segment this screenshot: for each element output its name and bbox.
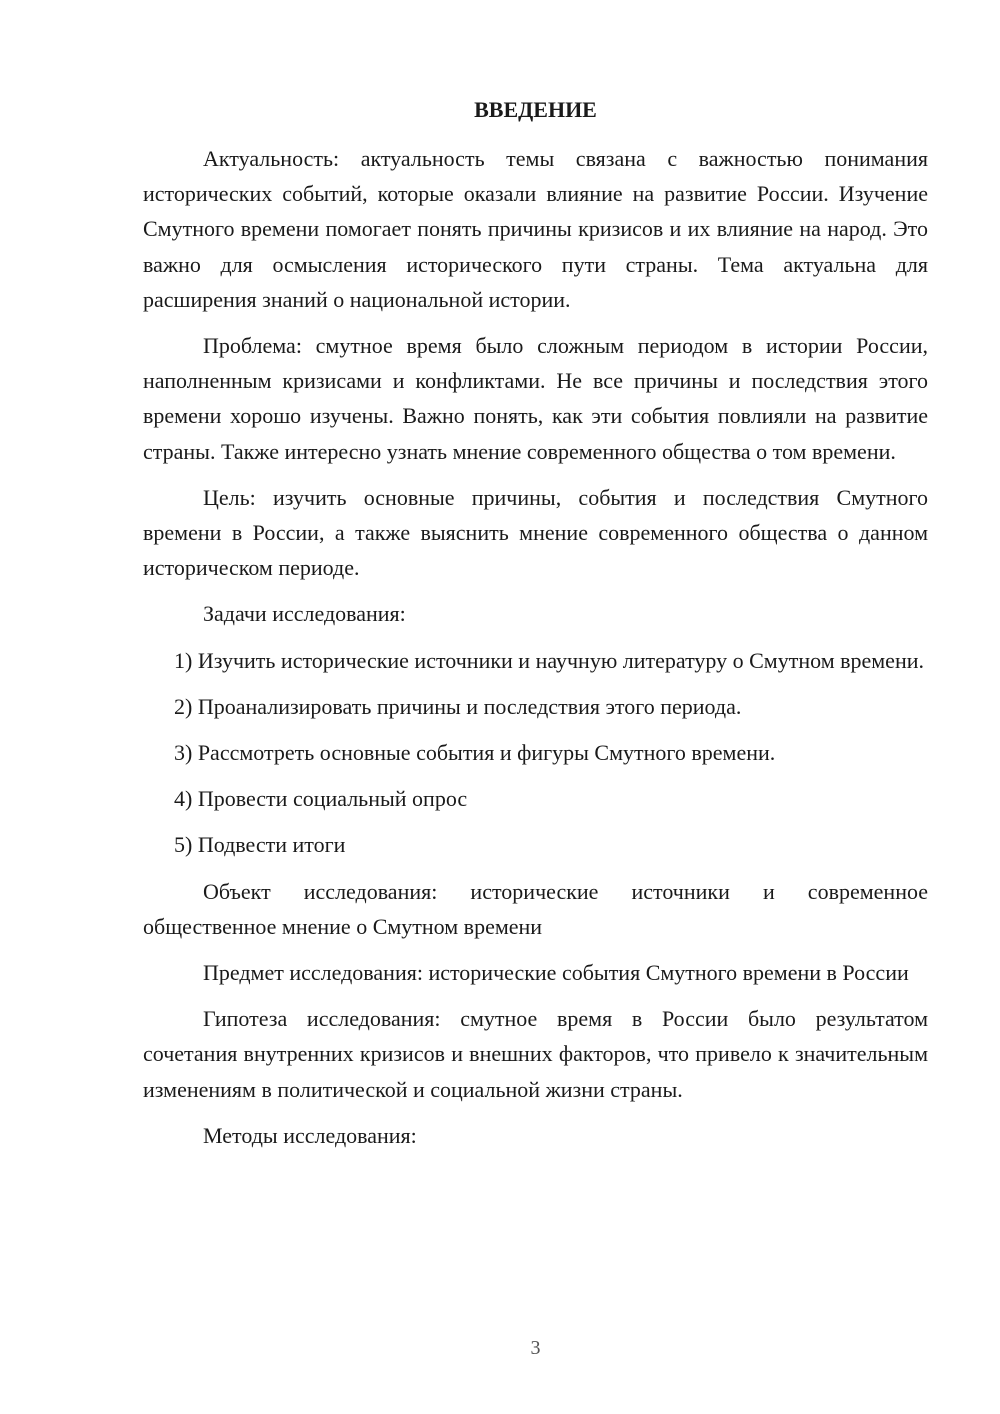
methods-heading: Методы исследования: — [203, 1122, 417, 1148]
task-item-5: 5) Подвести итоги — [174, 832, 346, 858]
page-title: ВВЕДЕНИЕ — [474, 97, 597, 122]
document-body — [143, 141, 928, 1164]
task-item-2: 2) Проанализировать причины и последствия этого периода. — [174, 693, 742, 719]
task-item-4: 4) Провести социальный опрос — [174, 786, 468, 812]
subject-paragraph: Предмет исследования: исторические события Смутного времени в России — [203, 960, 909, 986]
task-item-1: 1) Изучить исторические источники и научную литературу о Смутном времени. — [174, 647, 924, 673]
hypothesis-paragraph: Гипотеза исследования: смутное время в России было результатом сочетания внутренних кризисов и внешних факторов, что привело к значительным изменениям в политической и социальной жизни страны. — [143, 1006, 928, 1102]
page-number: 3 — [530, 1337, 541, 1359]
task-item-3: 3) Рассмотреть основные события и фигуры Смутного времени. — [174, 740, 776, 766]
problem-paragraph: Проблема: смутное время было сложным периодом в истории России, наполненным кризисами и конфликтами. Не все причины и последствия этого времени хорошо изучены. Важно понять, как эти события повлияли на развитие страны. Также интересно узнать мнение современного общества о том времени. — [143, 333, 928, 464]
relevance-paragraph: Актуальность: актуальность темы связана с важностью понимания исторических событий, которые оказали влияние на развитие России. Изучение Смутного времени помогает понять причины кризисов и их влияние на народ. Это важно для осмысления исторического пути страны. Тема актуальна для расширения знаний о национальной истории. — [143, 146, 928, 312]
goal-paragraph: Цель: изучить основные причины, события и последствия Смутного времени в России, а также выяснить мнение современного общества о данном историческом периоде. — [143, 484, 928, 581]
document-page — [143, 0, 928, 1414]
object-paragraph: Объект исследования: исторические источники и современное общественное мнение о Смутном времени — [143, 878, 928, 939]
tasks-heading: Задачи исследования: — [203, 601, 406, 627]
